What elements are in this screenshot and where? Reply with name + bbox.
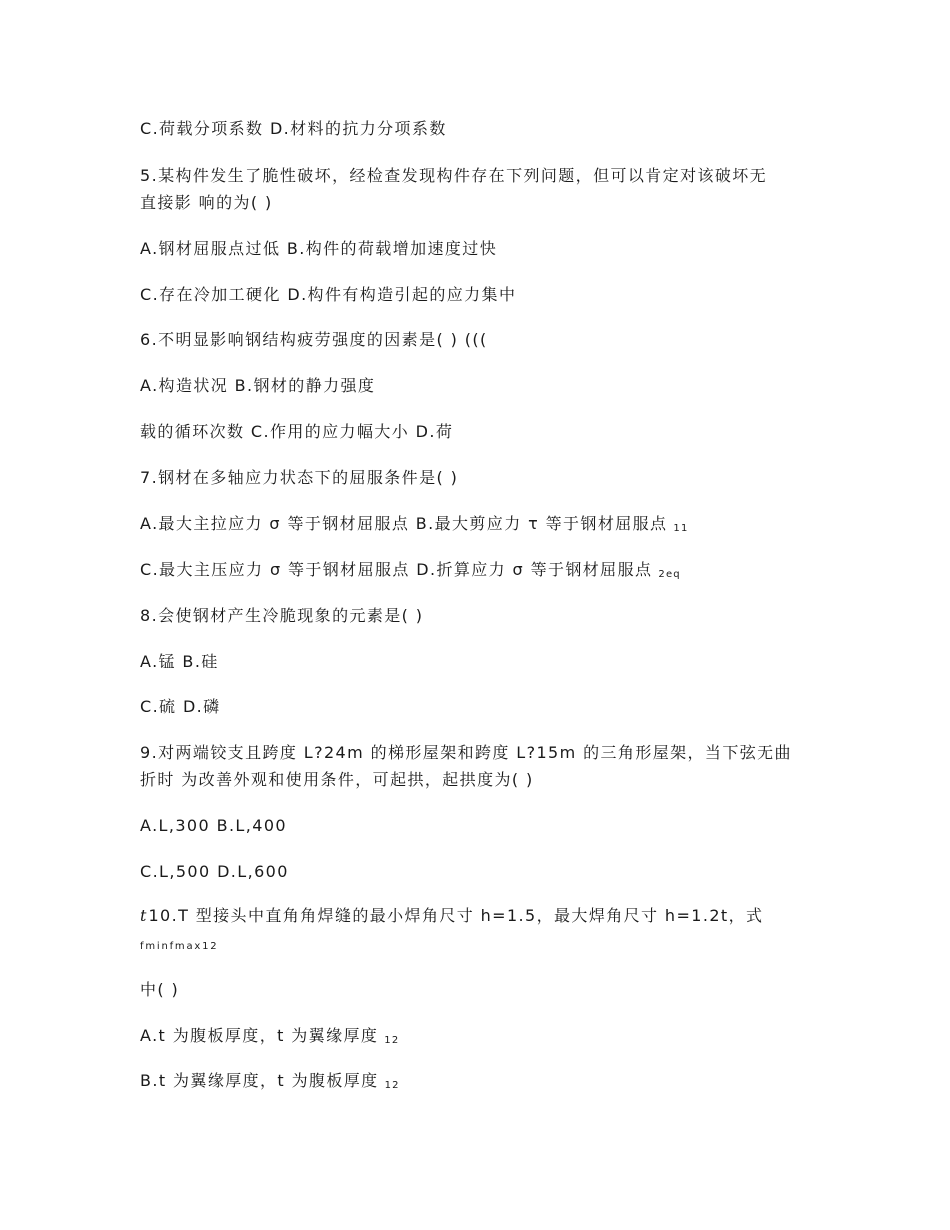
question-9-line-1	[140, 743, 792, 763]
text-line: 6.不明显影响钢结构疲劳强度的因素是( ) (((	[140, 330, 488, 349]
text-line: C.硫 D.磷	[140, 697, 221, 716]
option-line-c-d-q6	[140, 422, 453, 442]
text-line: 载的循环次数 C.作用的应力幅大小 D.荷	[140, 422, 454, 441]
question-6	[140, 330, 488, 350]
text-line: 5.某构件发生了脆性破坏，经检查发现构件存在下列问题，但可以肯定对该破坏无	[140, 166, 768, 185]
option-line-c-d-q7	[140, 560, 681, 585]
option-line-a-b-q9	[140, 816, 287, 836]
text-line: A.t 为腹板厚度，t 为翼缘厚度	[140, 1026, 379, 1045]
text-line: C.最大主压应力 σ 等于钢材屈服点 D.折算应力 σ 等于钢材屈服点	[140, 560, 653, 579]
text-line: fminfmax12	[140, 941, 219, 952]
text-line: C.L,500 D.L,600	[140, 862, 289, 881]
text-line: 8.会使钢材产生冷脆现象的元素是( )	[140, 606, 424, 625]
question-5-line-2	[140, 193, 273, 213]
option-line-a-b-q8	[140, 652, 219, 672]
text-line: 10.T 型接头中直角角焊缝的最小焊角尺寸 h=1.5，最大焊角尺寸 h=1.2t，式	[148, 906, 764, 925]
option-line-c-d-q5	[140, 285, 516, 305]
option-line-a-b-q7	[140, 514, 689, 539]
text-line: A.锰 B.硅	[140, 652, 219, 671]
text-line: 9.对两端铰支且跨度 L?24m 的梯形屋架和跨度 L?15m 的三角形屋架，当下弦无曲	[140, 743, 792, 762]
subscript: 11	[673, 523, 689, 534]
question-8	[140, 606, 423, 626]
question-5-line-1	[140, 166, 767, 186]
question-10-line-2	[140, 980, 179, 1000]
italic-variable: t	[140, 906, 147, 925]
subscript: 2eq	[658, 569, 681, 580]
option-a-q10	[140, 1026, 399, 1051]
question-9-line-2	[140, 770, 534, 790]
option-line-a-b-q6	[140, 376, 375, 396]
option-line-c-d-q4	[140, 119, 447, 139]
text-line: 7.钢材在多轴应力状态下的屈服条件是( )	[140, 468, 459, 487]
text-line: A.最大主拉应力 σ 等于钢材屈服点 B.最大剪应力 τ 等于钢材屈服点	[140, 514, 668, 533]
text-line: 折时 为改善外观和使用条件，可起拱，起拱度为( )	[140, 770, 534, 789]
subscript: 12	[384, 1080, 400, 1091]
subscript: 12	[384, 1035, 400, 1046]
text-line: A.L,300 B.L,400	[140, 816, 287, 835]
text-line: C.存在冷加工硬化 D.构件有构造引起的应力集中	[140, 285, 517, 304]
text-line: B.t 为翼缘厚度，t 为腹板厚度	[140, 1071, 379, 1090]
option-b-q10	[140, 1071, 400, 1096]
question-7	[140, 468, 458, 488]
option-line-c-d-q8	[140, 697, 221, 717]
question-10-subscripts	[140, 940, 218, 954]
text-line: A.构造状况 B.钢材的静力强度	[140, 376, 376, 395]
option-line-a-b-q5	[140, 239, 497, 259]
text-line: C.荷载分项系数 D.材料的抗力分项系数	[140, 119, 447, 138]
text-line: 中( )	[140, 980, 180, 999]
text-line: 直接影 响的为( )	[140, 193, 273, 212]
question-10-line-1	[140, 906, 763, 926]
text-line: A.钢材屈服点过低 B.构件的荷载增加速度过快	[140, 239, 498, 258]
option-line-c-d-q9	[140, 862, 289, 882]
